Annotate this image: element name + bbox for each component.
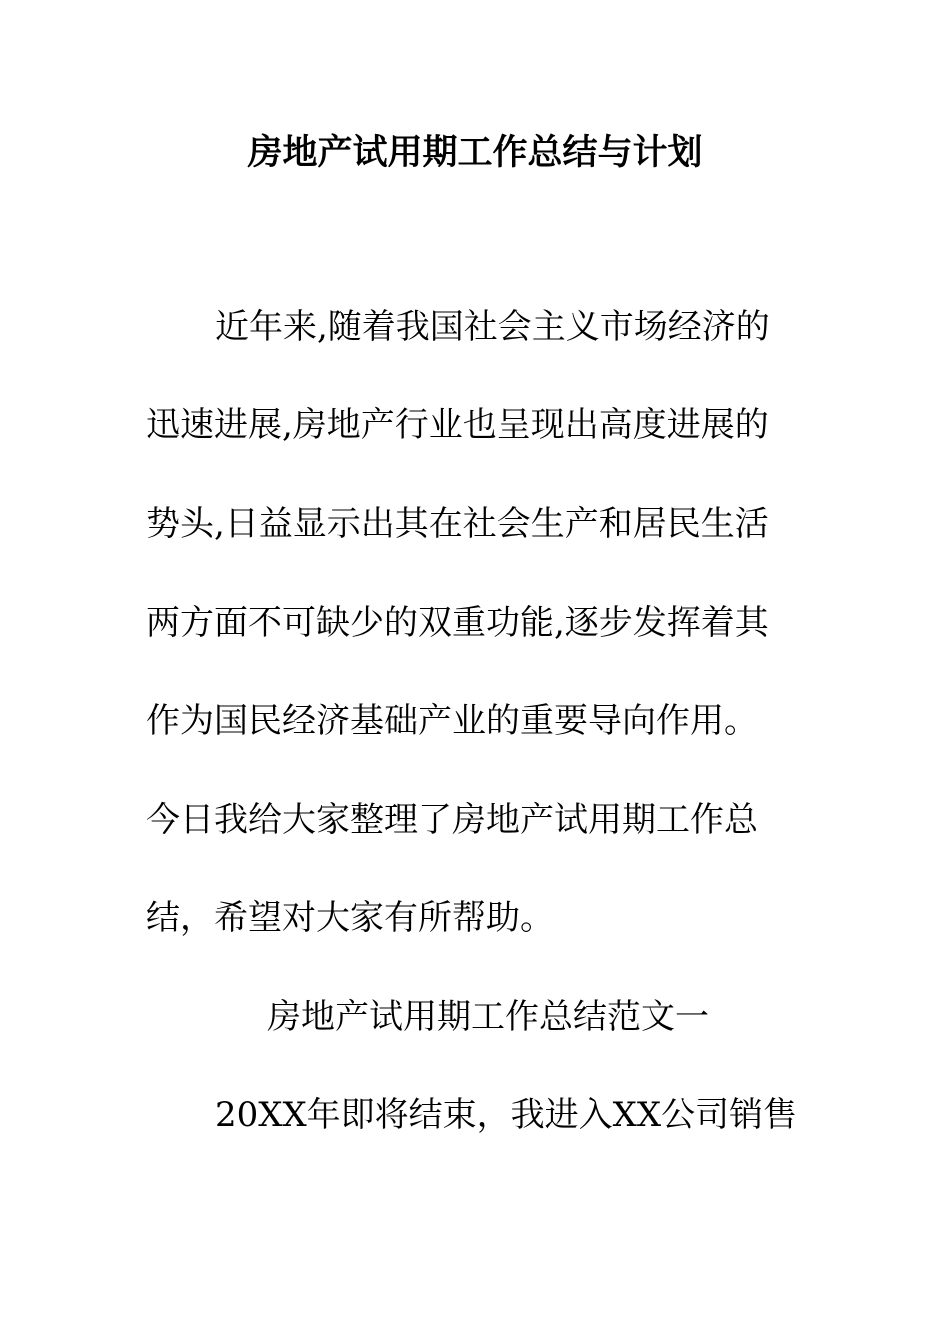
section-heading: 房地产试用期工作总结范文一 [267,997,709,1037]
paragraph-line: 20XX年即将结束，我进入XX公司销售 [215,1095,798,1135]
paragraph-line: 两方面不可缺少的双重功能,逐步发挥着其 [146,603,769,643]
paragraph-line: 作为国民经济基础产业的重要导向作用。 [146,701,758,741]
document-title: 房地产试用期工作总结与计划 [247,133,703,173]
paragraph-line: 势头,日益显示出其在社会生产和居民生活 [146,504,769,544]
paragraph-line: 结，希望对大家有所帮助。 [146,898,554,938]
paragraph-line: 近年来,随着我国社会主义市场经济的 [215,307,770,347]
paragraph-line: 迅速进展,房地产行业也呈现出高度进展的 [146,405,769,445]
paragraph-line: 今日我给大家整理了房地产试用期工作总 [146,800,758,840]
